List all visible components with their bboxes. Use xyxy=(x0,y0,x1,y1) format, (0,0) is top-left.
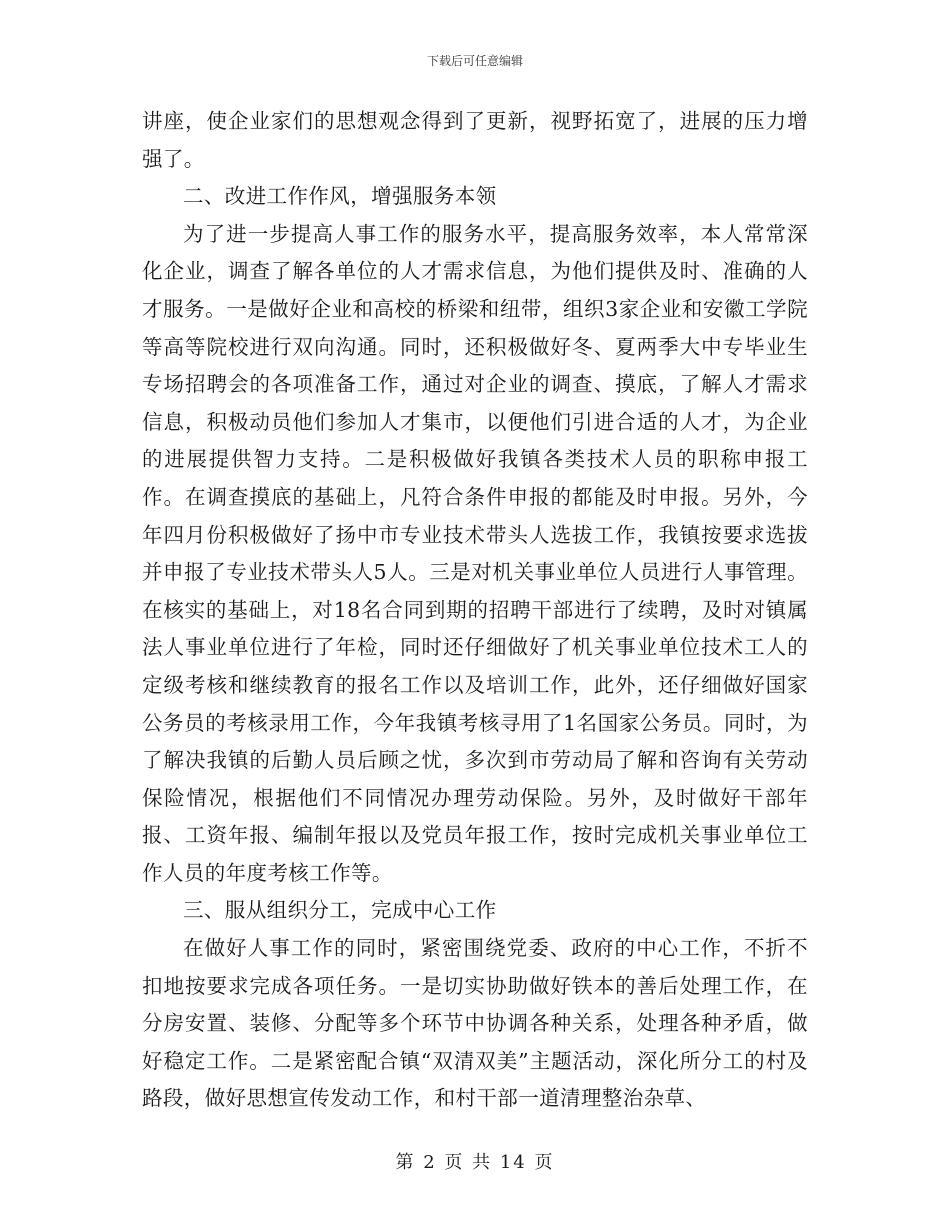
paragraph-service-work: 为了进一步提高人事工作的服务水平，提高服务效率，本人常常深化企业，调查了解各单位的人才需求信息，为他们提供及时、准确的人才服务。一是做好企业和高校的桥梁和纽带，组织3家企业和安徽工学院等高等院校进行双向沟通。同时，还积极做好冬、夏两季大中专毕业生专场招聘会的各项准备工作，通过对企业的调查、摸底，了解人才需求信息，积极动员他们参加人才集市，以便他们引进合适的人才，为企业的进展提供智力支持。二是积极做好我镇各类技术人员的职称申报工作。在调查摸底的基础上，凡符合条件申报的都能及时申报。另外，今年四月份积极做好了扬中市专业技术带头人选拔工作，我镇按要求选拔并申报了专业技术带头人5人。三是对机关事业单位人员进行人事管理。在核实的基础上，对18名合同到期的招聘干部进行了续聘，及时对镇属法人事业单位进行了年检，同时还仔细做好了机关事业单位技术工人的定级考核和继续教育的报名工作以及培训工作，此外，还仔细做好国家公务员的考核录用工作，今年我镇考核寻用了1名国家公务员。同时，为了解决我镇的后勤人员后顾之忧，多次到市劳动局了解和咨询有关劳动保险情况，根据他们不同情况办理劳动保险。另外，及时做好干部年报、工资年报、编制年报以及党员年报工作，按时完成机关事业单位工作人员的年度考核工作等。 xyxy=(142,221,808,885)
paragraph-lecture-continuation: 讲座，使企业家们的思想观念得到了更新，视野拓宽了，进展的压力增强了。 xyxy=(142,109,808,171)
paragraph-central-work: 在做好人事工作的同时，紧密围绕党委、政府的中心工作，不折不扣地按要求完成各项任务。一是切实协助做好铁本的善后处理工作，在分房安置、装修、分配等多个环节中协调各种关系，处理各种矛盾，做好稳定工作。二是紧密配合镇“双清双美”主题活动，深化所分工的村及路段，做好思想宣传发动工作，和村干部一道清理整治杂草、 xyxy=(142,936,808,1111)
section-heading-2: 二、改进工作作风，增强服务本领 xyxy=(183,184,497,209)
page-header: 下载后可任意编辑 xyxy=(426,54,523,68)
section-heading-3: 三、服从组织分工，完成中心工作 xyxy=(183,898,497,923)
document-body xyxy=(142,103,808,1118)
page-footer: 第 2 页 共 14 页 xyxy=(395,1152,555,1173)
